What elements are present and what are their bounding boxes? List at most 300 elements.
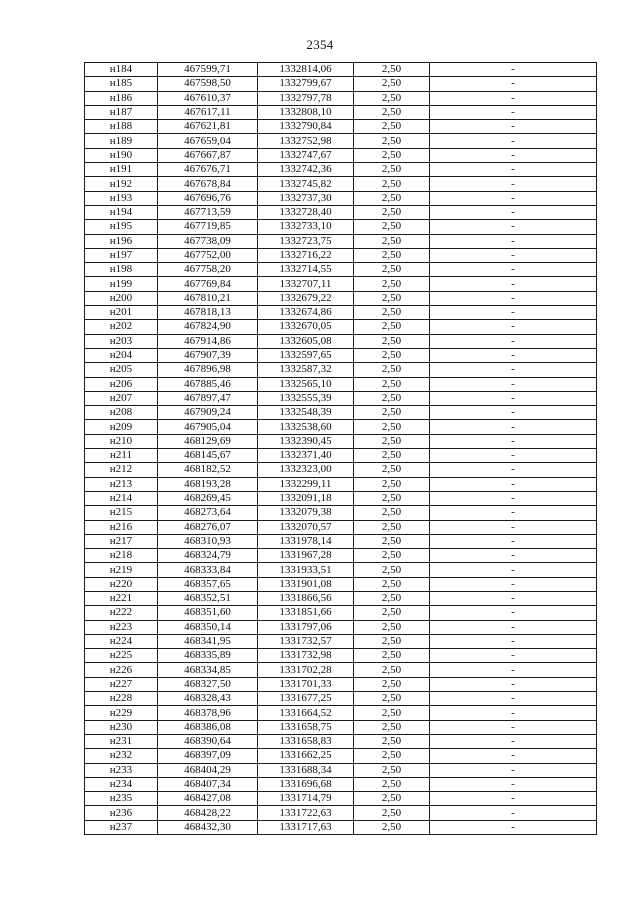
description-cell: - xyxy=(430,91,597,105)
accuracy-cell: 2,50 xyxy=(354,406,430,420)
table-row xyxy=(85,248,597,262)
accuracy-cell: 2,50 xyxy=(354,677,430,691)
accuracy-cell: 2,50 xyxy=(354,420,430,434)
x-coordinate-cell: 468427,08 xyxy=(158,792,258,806)
table-row xyxy=(85,477,597,491)
accuracy-cell: 2,50 xyxy=(354,205,430,219)
table-row xyxy=(85,563,597,577)
x-coordinate-cell: 467676,71 xyxy=(158,163,258,177)
y-coordinate-cell: 1332390,45 xyxy=(258,434,354,448)
description-cell: - xyxy=(430,634,597,648)
description-cell: - xyxy=(430,520,597,534)
y-coordinate-cell: 1332714,55 xyxy=(258,263,354,277)
table-row xyxy=(85,191,597,205)
accuracy-cell: 2,50 xyxy=(354,177,430,191)
description-cell: - xyxy=(430,577,597,591)
description-cell: - xyxy=(430,449,597,463)
point-id-cell: н196 xyxy=(85,234,158,248)
table-row xyxy=(85,320,597,334)
table-row xyxy=(85,449,597,463)
x-coordinate-cell: 467896,98 xyxy=(158,363,258,377)
table-row xyxy=(85,134,597,148)
point-id-cell: н228 xyxy=(85,692,158,706)
x-coordinate-cell: 468357,65 xyxy=(158,577,258,591)
table-row xyxy=(85,205,597,219)
description-cell: - xyxy=(430,792,597,806)
accuracy-cell: 2,50 xyxy=(354,334,430,348)
description-cell: - xyxy=(430,463,597,477)
table-row xyxy=(85,534,597,548)
y-coordinate-cell: 1332538,60 xyxy=(258,420,354,434)
x-coordinate-cell: 468390,64 xyxy=(158,734,258,748)
point-id-cell: н206 xyxy=(85,377,158,391)
point-id-cell: н236 xyxy=(85,806,158,820)
y-coordinate-cell: 1332679,22 xyxy=(258,291,354,305)
point-id-cell: н232 xyxy=(85,749,158,763)
description-cell: - xyxy=(430,377,597,391)
x-coordinate-cell: 467897,47 xyxy=(158,391,258,405)
point-id-cell: н186 xyxy=(85,91,158,105)
point-id-cell: н234 xyxy=(85,777,158,791)
description-cell: - xyxy=(430,649,597,663)
point-id-cell: н185 xyxy=(85,77,158,91)
accuracy-cell: 2,50 xyxy=(354,363,430,377)
accuracy-cell: 2,50 xyxy=(354,134,430,148)
x-coordinate-cell: 468193,28 xyxy=(158,477,258,491)
description-cell: - xyxy=(430,591,597,605)
accuracy-cell: 2,50 xyxy=(354,77,430,91)
description-cell: - xyxy=(430,348,597,362)
y-coordinate-cell: 1332548,39 xyxy=(258,406,354,420)
point-id-cell: н222 xyxy=(85,606,158,620)
accuracy-cell: 2,50 xyxy=(354,777,430,791)
x-coordinate-cell: 468432,30 xyxy=(158,820,258,834)
table-row xyxy=(85,363,597,377)
table-row xyxy=(85,291,597,305)
table-row xyxy=(85,606,597,620)
y-coordinate-cell: 1332079,38 xyxy=(258,506,354,520)
y-coordinate-cell: 1332733,10 xyxy=(258,220,354,234)
x-coordinate-cell: 467738,09 xyxy=(158,234,258,248)
x-coordinate-cell: 468129,69 xyxy=(158,434,258,448)
description-cell: - xyxy=(430,806,597,820)
description-cell: - xyxy=(430,148,597,162)
x-coordinate-cell: 468324,79 xyxy=(158,549,258,563)
point-id-cell: н202 xyxy=(85,320,158,334)
y-coordinate-cell: 1331722,63 xyxy=(258,806,354,820)
point-id-cell: н219 xyxy=(85,563,158,577)
y-coordinate-cell: 1331677,25 xyxy=(258,692,354,706)
point-id-cell: н198 xyxy=(85,263,158,277)
table-row xyxy=(85,406,597,420)
x-coordinate-cell: 468333,84 xyxy=(158,563,258,577)
y-coordinate-cell: 1331662,25 xyxy=(258,749,354,763)
y-coordinate-cell: 1332808,10 xyxy=(258,105,354,119)
x-coordinate-cell: 467909,24 xyxy=(158,406,258,420)
y-coordinate-cell: 1331702,28 xyxy=(258,663,354,677)
description-cell: - xyxy=(430,420,597,434)
table-row xyxy=(85,163,597,177)
x-coordinate-cell: 468352,51 xyxy=(158,591,258,605)
description-cell: - xyxy=(430,549,597,563)
x-coordinate-cell: 467914,86 xyxy=(158,334,258,348)
table-row xyxy=(85,120,597,134)
description-cell: - xyxy=(430,434,597,448)
x-coordinate-cell: 467824,90 xyxy=(158,320,258,334)
y-coordinate-cell: 1331933,51 xyxy=(258,563,354,577)
point-id-cell: н235 xyxy=(85,792,158,806)
table-row xyxy=(85,506,597,520)
accuracy-cell: 2,50 xyxy=(354,449,430,463)
description-cell: - xyxy=(430,77,597,91)
point-id-cell: н208 xyxy=(85,406,158,420)
accuracy-cell: 2,50 xyxy=(354,263,430,277)
accuracy-cell: 2,50 xyxy=(354,348,430,362)
description-cell: - xyxy=(430,248,597,262)
table-row xyxy=(85,63,597,77)
x-coordinate-cell: 467905,04 xyxy=(158,420,258,434)
x-coordinate-cell: 467769,84 xyxy=(158,277,258,291)
point-id-cell: н212 xyxy=(85,463,158,477)
description-cell: - xyxy=(430,334,597,348)
accuracy-cell: 2,50 xyxy=(354,663,430,677)
accuracy-cell: 2,50 xyxy=(354,120,430,134)
point-id-cell: н225 xyxy=(85,649,158,663)
accuracy-cell: 2,50 xyxy=(354,620,430,634)
accuracy-cell: 2,50 xyxy=(354,306,430,320)
y-coordinate-cell: 1332797,78 xyxy=(258,91,354,105)
x-coordinate-cell: 468407,34 xyxy=(158,777,258,791)
y-coordinate-cell: 1331901,08 xyxy=(258,577,354,591)
table-row xyxy=(85,763,597,777)
table-row xyxy=(85,220,597,234)
accuracy-cell: 2,50 xyxy=(354,549,430,563)
y-coordinate-cell: 1331732,57 xyxy=(258,634,354,648)
y-coordinate-cell: 1332371,40 xyxy=(258,449,354,463)
y-coordinate-cell: 1331732,98 xyxy=(258,649,354,663)
x-coordinate-cell: 467598,50 xyxy=(158,77,258,91)
accuracy-cell: 2,50 xyxy=(354,391,430,405)
point-id-cell: н204 xyxy=(85,348,158,362)
y-coordinate-cell: 1332728,40 xyxy=(258,205,354,219)
table-row xyxy=(85,277,597,291)
point-id-cell: н194 xyxy=(85,205,158,219)
table-row xyxy=(85,549,597,563)
accuracy-cell: 2,50 xyxy=(354,792,430,806)
table-row xyxy=(85,620,597,634)
point-id-cell: н223 xyxy=(85,620,158,634)
point-id-cell: н211 xyxy=(85,449,158,463)
table-row xyxy=(85,720,597,734)
y-coordinate-cell: 1332745,82 xyxy=(258,177,354,191)
x-coordinate-cell: 467621,81 xyxy=(158,120,258,134)
accuracy-cell: 2,50 xyxy=(354,577,430,591)
table-row xyxy=(85,820,597,834)
table-row xyxy=(85,663,597,677)
table-row xyxy=(85,434,597,448)
table-row xyxy=(85,591,597,605)
point-id-cell: н190 xyxy=(85,148,158,162)
x-coordinate-cell: 467818,13 xyxy=(158,306,258,320)
y-coordinate-cell: 1332091,18 xyxy=(258,491,354,505)
accuracy-cell: 2,50 xyxy=(354,463,430,477)
x-coordinate-cell: 468335,89 xyxy=(158,649,258,663)
accuracy-cell: 2,50 xyxy=(354,220,430,234)
description-cell: - xyxy=(430,506,597,520)
x-coordinate-cell: 468269,45 xyxy=(158,491,258,505)
description-cell: - xyxy=(430,720,597,734)
description-cell: - xyxy=(430,406,597,420)
description-cell: - xyxy=(430,363,597,377)
y-coordinate-cell: 1332597,65 xyxy=(258,348,354,362)
table-row xyxy=(85,334,597,348)
point-id-cell: н203 xyxy=(85,334,158,348)
y-coordinate-cell: 1332707,11 xyxy=(258,277,354,291)
y-coordinate-cell: 1332790,84 xyxy=(258,120,354,134)
accuracy-cell: 2,50 xyxy=(354,534,430,548)
point-id-cell: н200 xyxy=(85,291,158,305)
description-cell: - xyxy=(430,706,597,720)
accuracy-cell: 2,50 xyxy=(354,720,430,734)
point-id-cell: н210 xyxy=(85,434,158,448)
point-id-cell: н227 xyxy=(85,677,158,691)
description-cell: - xyxy=(430,563,597,577)
accuracy-cell: 2,50 xyxy=(354,191,430,205)
accuracy-cell: 2,50 xyxy=(354,634,430,648)
x-coordinate-cell: 468404,29 xyxy=(158,763,258,777)
point-id-cell: н231 xyxy=(85,734,158,748)
point-id-cell: н192 xyxy=(85,177,158,191)
y-coordinate-cell: 1332742,36 xyxy=(258,163,354,177)
point-id-cell: н207 xyxy=(85,391,158,405)
description-cell: - xyxy=(430,391,597,405)
point-id-cell: н191 xyxy=(85,163,158,177)
description-cell: - xyxy=(430,749,597,763)
y-coordinate-cell: 1332070,57 xyxy=(258,520,354,534)
y-coordinate-cell: 1331851,66 xyxy=(258,606,354,620)
x-coordinate-cell: 468310,93 xyxy=(158,534,258,548)
accuracy-cell: 2,50 xyxy=(354,248,430,262)
description-cell: - xyxy=(430,277,597,291)
y-coordinate-cell: 1331701,33 xyxy=(258,677,354,691)
y-coordinate-cell: 1332716,22 xyxy=(258,248,354,262)
y-coordinate-cell: 1332670,05 xyxy=(258,320,354,334)
accuracy-cell: 2,50 xyxy=(354,606,430,620)
description-cell: - xyxy=(430,620,597,634)
table-row xyxy=(85,91,597,105)
accuracy-cell: 2,50 xyxy=(354,520,430,534)
table-row xyxy=(85,306,597,320)
description-cell: - xyxy=(430,320,597,334)
description-cell: - xyxy=(430,63,597,77)
point-id-cell: н237 xyxy=(85,820,158,834)
x-coordinate-cell: 467599,71 xyxy=(158,63,258,77)
table-row xyxy=(85,520,597,534)
description-cell: - xyxy=(430,477,597,491)
accuracy-cell: 2,50 xyxy=(354,491,430,505)
description-cell: - xyxy=(430,606,597,620)
table-row xyxy=(85,749,597,763)
x-coordinate-cell: 468386,08 xyxy=(158,720,258,734)
accuracy-cell: 2,50 xyxy=(354,163,430,177)
description-cell: - xyxy=(430,677,597,691)
x-coordinate-cell: 468428,22 xyxy=(158,806,258,820)
accuracy-cell: 2,50 xyxy=(354,820,430,834)
description-cell: - xyxy=(430,306,597,320)
description-cell: - xyxy=(430,692,597,706)
point-id-cell: н197 xyxy=(85,248,158,262)
accuracy-cell: 2,50 xyxy=(354,734,430,748)
x-coordinate-cell: 468334,85 xyxy=(158,663,258,677)
x-coordinate-cell: 468378,96 xyxy=(158,706,258,720)
table-row xyxy=(85,491,597,505)
point-id-cell: н230 xyxy=(85,720,158,734)
description-cell: - xyxy=(430,534,597,548)
description-cell: - xyxy=(430,134,597,148)
y-coordinate-cell: 1331714,79 xyxy=(258,792,354,806)
x-coordinate-cell: 467696,76 xyxy=(158,191,258,205)
point-id-cell: н199 xyxy=(85,277,158,291)
accuracy-cell: 2,50 xyxy=(354,649,430,663)
accuracy-cell: 2,50 xyxy=(354,434,430,448)
table-row xyxy=(85,105,597,119)
x-coordinate-cell: 467758,20 xyxy=(158,263,258,277)
description-cell: - xyxy=(430,491,597,505)
accuracy-cell: 2,50 xyxy=(354,377,430,391)
table-row xyxy=(85,420,597,434)
accuracy-cell: 2,50 xyxy=(354,749,430,763)
accuracy-cell: 2,50 xyxy=(354,563,430,577)
point-id-cell: н229 xyxy=(85,706,158,720)
point-id-cell: н188 xyxy=(85,120,158,134)
description-cell: - xyxy=(430,734,597,748)
description-cell: - xyxy=(430,191,597,205)
table-row xyxy=(85,463,597,477)
x-coordinate-cell: 468327,50 xyxy=(158,677,258,691)
x-coordinate-cell: 468350,14 xyxy=(158,620,258,634)
y-coordinate-cell: 1331978,14 xyxy=(258,534,354,548)
y-coordinate-cell: 1332799,67 xyxy=(258,77,354,91)
accuracy-cell: 2,50 xyxy=(354,763,430,777)
table-row xyxy=(85,692,597,706)
x-coordinate-cell: 468145,67 xyxy=(158,449,258,463)
accuracy-cell: 2,50 xyxy=(354,105,430,119)
point-id-cell: н189 xyxy=(85,134,158,148)
accuracy-cell: 2,50 xyxy=(354,63,430,77)
point-id-cell: н216 xyxy=(85,520,158,534)
y-coordinate-cell: 1332723,75 xyxy=(258,234,354,248)
y-coordinate-cell: 1332587,32 xyxy=(258,363,354,377)
table-row xyxy=(85,734,597,748)
point-id-cell: н226 xyxy=(85,663,158,677)
x-coordinate-cell: 467617,11 xyxy=(158,105,258,119)
table-row xyxy=(85,634,597,648)
point-id-cell: н214 xyxy=(85,491,158,505)
description-cell: - xyxy=(430,163,597,177)
description-cell: - xyxy=(430,763,597,777)
table-row xyxy=(85,792,597,806)
description-cell: - xyxy=(430,777,597,791)
table-row xyxy=(85,234,597,248)
accuracy-cell: 2,50 xyxy=(354,477,430,491)
table-row xyxy=(85,348,597,362)
y-coordinate-cell: 1332752,98 xyxy=(258,134,354,148)
table-row xyxy=(85,677,597,691)
x-coordinate-cell: 468351,60 xyxy=(158,606,258,620)
x-coordinate-cell: 468341,95 xyxy=(158,634,258,648)
table-row xyxy=(85,577,597,591)
x-coordinate-cell: 467752,00 xyxy=(158,248,258,262)
y-coordinate-cell: 1331696,68 xyxy=(258,777,354,791)
accuracy-cell: 2,50 xyxy=(354,591,430,605)
x-coordinate-cell: 467885,46 xyxy=(158,377,258,391)
accuracy-cell: 2,50 xyxy=(354,277,430,291)
point-id-cell: н218 xyxy=(85,549,158,563)
coordinates-table xyxy=(84,62,597,835)
table-row xyxy=(85,177,597,191)
description-cell: - xyxy=(430,291,597,305)
y-coordinate-cell: 1331797,06 xyxy=(258,620,354,634)
y-coordinate-cell: 1331967,28 xyxy=(258,549,354,563)
x-coordinate-cell: 468273,64 xyxy=(158,506,258,520)
y-coordinate-cell: 1331658,75 xyxy=(258,720,354,734)
x-coordinate-cell: 468397,09 xyxy=(158,749,258,763)
y-coordinate-cell: 1332814,06 xyxy=(258,63,354,77)
x-coordinate-cell: 468276,07 xyxy=(158,520,258,534)
point-id-cell: н205 xyxy=(85,363,158,377)
accuracy-cell: 2,50 xyxy=(354,806,430,820)
description-cell: - xyxy=(430,105,597,119)
table-row xyxy=(85,77,597,91)
table-row xyxy=(85,148,597,162)
y-coordinate-cell: 1332565,10 xyxy=(258,377,354,391)
accuracy-cell: 2,50 xyxy=(354,506,430,520)
y-coordinate-cell: 1331866,56 xyxy=(258,591,354,605)
y-coordinate-cell: 1332555,39 xyxy=(258,391,354,405)
table-row xyxy=(85,806,597,820)
y-coordinate-cell: 1331717,63 xyxy=(258,820,354,834)
description-cell: - xyxy=(430,663,597,677)
point-id-cell: н193 xyxy=(85,191,158,205)
x-coordinate-cell: 467610,37 xyxy=(158,91,258,105)
point-id-cell: н233 xyxy=(85,763,158,777)
coordinates-table-body xyxy=(85,63,597,835)
x-coordinate-cell: 467810,21 xyxy=(158,291,258,305)
point-id-cell: н217 xyxy=(85,534,158,548)
point-id-cell: н201 xyxy=(85,306,158,320)
x-coordinate-cell: 467713,59 xyxy=(158,205,258,219)
point-id-cell: н215 xyxy=(85,506,158,520)
accuracy-cell: 2,50 xyxy=(354,234,430,248)
accuracy-cell: 2,50 xyxy=(354,706,430,720)
table-row xyxy=(85,263,597,277)
x-coordinate-cell: 467907,39 xyxy=(158,348,258,362)
description-cell: - xyxy=(430,234,597,248)
y-coordinate-cell: 1332674,86 xyxy=(258,306,354,320)
description-cell: - xyxy=(430,263,597,277)
accuracy-cell: 2,50 xyxy=(354,291,430,305)
y-coordinate-cell: 1331664,52 xyxy=(258,706,354,720)
point-id-cell: н184 xyxy=(85,63,158,77)
description-cell: - xyxy=(430,205,597,219)
point-id-cell: н195 xyxy=(85,220,158,234)
point-id-cell: н224 xyxy=(85,634,158,648)
accuracy-cell: 2,50 xyxy=(354,692,430,706)
point-id-cell: н221 xyxy=(85,591,158,605)
accuracy-cell: 2,50 xyxy=(354,148,430,162)
y-coordinate-cell: 1331658,83 xyxy=(258,734,354,748)
description-cell: - xyxy=(430,120,597,134)
